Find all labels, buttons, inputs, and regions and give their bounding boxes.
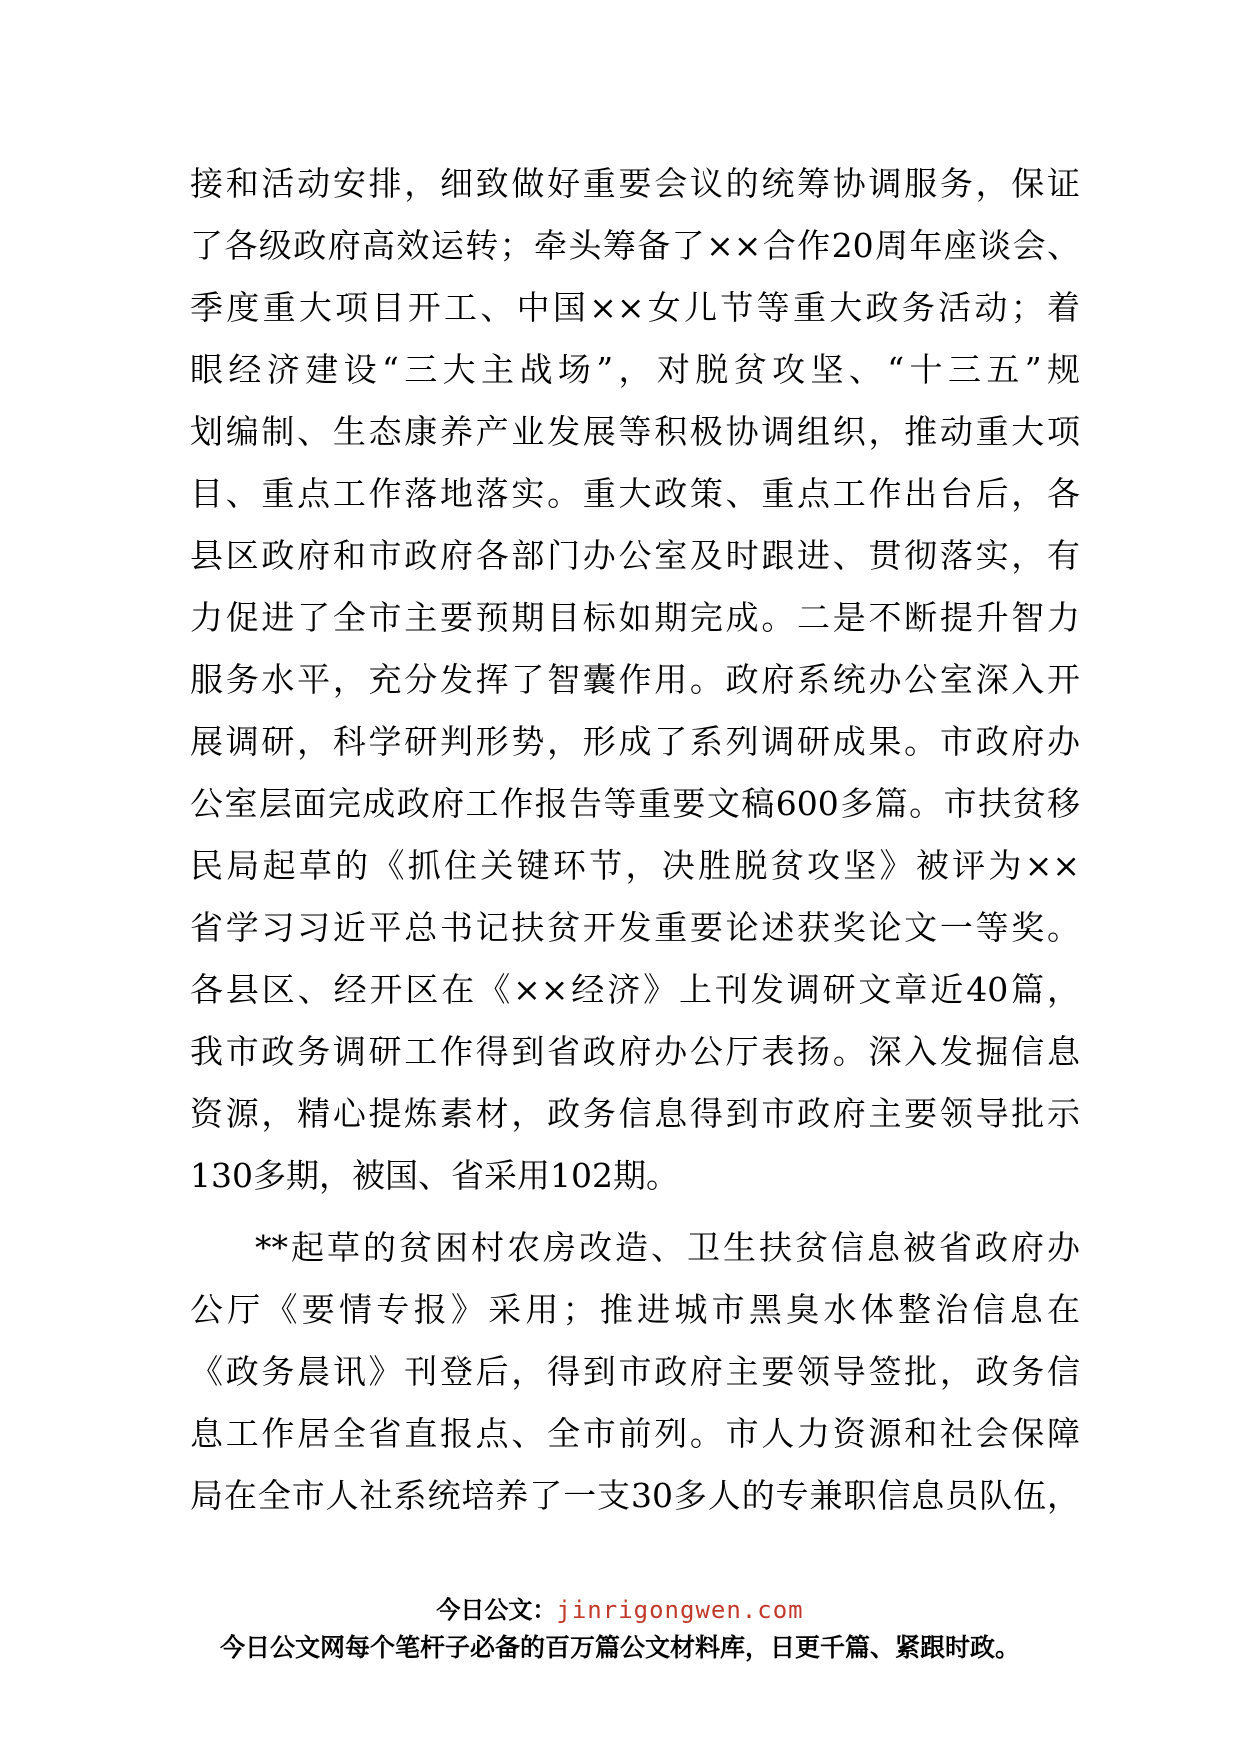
footer-label: 今日公文： — [436, 1596, 557, 1624]
paragraph-line: 民局起草的《抓住关键环节，决胜脱贫攻坚》被评为×× — [190, 846, 1080, 885]
paragraph-line: **起草的贫困村农房改造、卫生扶贫信息被省政府办 — [255, 1228, 1080, 1267]
paragraph-line: 公厅《要情专报》采用；推进城市黑臭水体整治信息在 — [190, 1290, 1080, 1329]
footer-source — [0, 1595, 1240, 1625]
paragraph-line: 了各级政府高效运转；牵头筹备了××合作20周年座谈会、 — [190, 226, 1080, 265]
paragraph-line: 资源，精心提炼素材，政务信息得到市政府主要领导批示 — [190, 1094, 1080, 1133]
paragraph-line: 公室层面完成政府工作报告等重要文稿600多篇。市扶贫移 — [190, 784, 1080, 823]
paragraph-line: 县区政府和市政府各部门办公室及时跟进、贯彻落实，有 — [190, 536, 1080, 575]
paragraph-line: 划编制、生态康养产业发展等积极协调组织，推动重大项 — [190, 412, 1080, 451]
paragraph-line: 我市政务调研工作得到省政府办公厅表扬。深入发掘信息 — [190, 1032, 1080, 1071]
paragraph-line: 130多期，被国、省采用102期。 — [190, 1156, 679, 1195]
paragraph-line: 局在全市人社系统培养了一支30多人的专兼职信息员队伍， — [190, 1476, 1080, 1515]
paragraph-line: 省学习习近平总书记扶贫开发重要论述获奖论文一等奖。 — [190, 908, 1080, 947]
paragraph-line: 眼经济建设“三大主战场”，对脱贫攻坚、“十三五”规 — [190, 350, 1080, 389]
paragraph-line: 《政务晨讯》刊登后，得到市政府主要领导签批，政务信 — [190, 1352, 1080, 1391]
paragraph-line: 各县区、经开区在《××经济》上刊发调研文章近40篇， — [190, 970, 1080, 1009]
footer-site-link[interactable]: jinrigongwen.com — [556, 1596, 804, 1624]
paragraph-line: 服务水平，充分发挥了智囊作用。政府系统办公室深入开 — [190, 660, 1080, 699]
footer-slogan: 今日公文网每个笔杆子必备的百万篇公文材料库，日更千篇、紧跟时政。 — [219, 1633, 1020, 1662]
paragraph-line: 息工作居全省直报点、全市前列。市人力资源和社会保障 — [190, 1414, 1080, 1453]
paragraph-line: 接和活动安排，细致做好重要会议的统筹协调服务，保证 — [190, 164, 1080, 203]
paragraph-line: 力促进了全市主要预期目标如期完成。二是不断提升智力 — [190, 598, 1080, 637]
paragraph-line: 展调研，科学研判形势，形成了系列调研成果。市政府办 — [190, 722, 1080, 761]
paragraph-line: 目、重点工作落地落实。重大政策、重点工作出台后，各 — [190, 474, 1080, 513]
paragraph-line: 季度重大项目开工、中国××女儿节等重大政务活动；着 — [190, 288, 1080, 327]
